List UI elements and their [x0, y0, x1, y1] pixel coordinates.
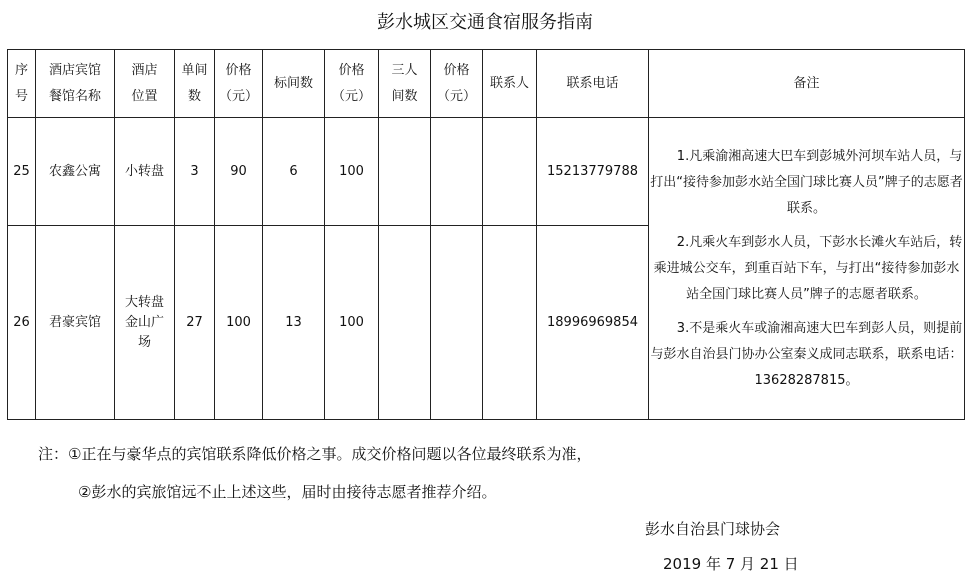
remark-2: 2.凡乘火车到彭水人员，下彭水长滩火车站后，转乘进城公交车，到重百站下车，与打出“接待参加彭水站全国门球比赛人员”牌子的志愿者联系。 — [653, 234, 963, 302]
header-triple-price: 价格 （元） — [431, 50, 483, 118]
cell-location: 大转盘 金山广 场 — [115, 226, 175, 420]
cell-seq: 26 — [8, 226, 36, 420]
header-hotel-name: 酒店宾馆 餐馆名称 — [36, 50, 115, 118]
cell-contact — [483, 118, 537, 226]
header-standard-price: 价格 （元） — [325, 50, 379, 118]
header-seq: 序 号 — [8, 50, 36, 118]
header-triple-rooms: 三人 间数 — [379, 50, 431, 118]
table-header-row — [8, 50, 965, 118]
header-phone: 联系电话 — [537, 50, 649, 118]
header-remarks: 备注 — [649, 50, 965, 118]
cell-triple-price — [431, 118, 483, 226]
cell-single-rooms: 3 — [175, 118, 215, 226]
note-1: 注：①正在与豪华点的宾馆联系降低价格之事。成交价格问题以各位最终联系为准， — [38, 445, 592, 463]
cell-triple-rooms — [379, 118, 431, 226]
cell-phone: 15213779788 — [537, 118, 649, 226]
cell-standard-price: 100 — [325, 118, 379, 226]
organization-signature: 彭水自治县门球协会 — [645, 520, 781, 538]
cell-phone: 18996969854 — [537, 226, 649, 420]
header-contact: 联系人 — [483, 50, 537, 118]
table-row — [8, 118, 965, 226]
header-single-price: 价格 （元） — [215, 50, 263, 118]
cell-single-price: 100 — [215, 226, 263, 420]
header-standard-rooms: 标间数 — [263, 50, 325, 118]
cell-contact — [483, 226, 537, 420]
cell-triple-rooms — [379, 226, 431, 420]
cell-location: 小转盘 — [115, 118, 175, 226]
cell-hotel-name: 农鑫公寓 — [36, 118, 115, 226]
cell-hotel-name: 君豪宾馆 — [36, 226, 115, 420]
note-2: ②彭水的宾旅馆远不止上述这些，届时由接待志愿者推荐介绍。 — [78, 483, 497, 501]
cell-triple-price — [431, 226, 483, 420]
document-date: 2019 年 7 月 21 日 — [663, 555, 799, 573]
document-title: 彭水城区交通食宿服务指南 — [377, 12, 593, 33]
cell-standard-rooms: 6 — [263, 118, 325, 226]
hotel-table — [7, 49, 965, 420]
remark-3: 3.不是乘火车或渝湘高速大巴车到彭人员，则提前与彭水自治县门协办公室秦义成同志联系，联系电话：13628287815。 — [650, 320, 963, 388]
remark-1: 1.凡乘渝湘高速大巴车到彭城外河坝车站人员，与打出“接待参加彭水站全国门球比赛人员”牌子的志愿者联系。 — [650, 148, 963, 216]
cell-standard-price: 100 — [325, 226, 379, 420]
header-location: 酒店 位置 — [115, 50, 175, 118]
remarks-cell — [649, 118, 965, 420]
cell-single-price: 90 — [215, 118, 263, 226]
cell-single-rooms: 27 — [175, 226, 215, 420]
cell-seq: 25 — [8, 118, 36, 226]
cell-standard-rooms: 13 — [263, 226, 325, 420]
header-single-rooms: 单间 数 — [175, 50, 215, 118]
